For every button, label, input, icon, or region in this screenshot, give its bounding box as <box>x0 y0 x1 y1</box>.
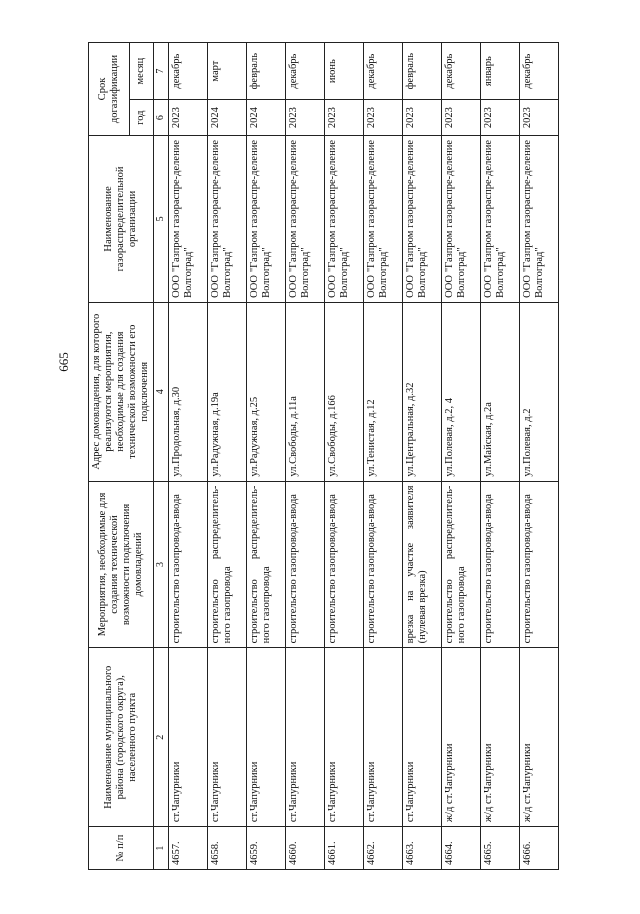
header-month: месяц <box>129 43 153 100</box>
year-cell: 2023 <box>403 100 442 136</box>
month-cell: январь <box>481 43 520 100</box>
gasification-table <box>88 42 559 870</box>
address-cell: ул.Радужная, д.25 <box>247 302 286 481</box>
measure-cell: строительство газопровода-ввода <box>364 481 403 648</box>
organization-cell: ООО "Газпром газораспре-деление Волгоград" <box>442 136 481 303</box>
month-cell: март <box>208 43 247 100</box>
year-cell: 2023 <box>286 100 325 136</box>
organization-cell: ООО "Газпром газораспре-деление Волгоград" <box>247 136 286 303</box>
year-cell: 2023 <box>364 100 403 136</box>
settlement-cell: ж/д ст.Чапурники <box>481 648 520 827</box>
measure-cell: строительство газопровода-ввода <box>286 481 325 648</box>
table-row <box>403 43 442 870</box>
measure-cell: строительство распределитель-ного газопровода <box>442 481 481 648</box>
organization-cell: ООО "Газпром газораспре-деление Волгоград" <box>481 136 520 303</box>
settlement-cell: ст.Чапурники <box>364 648 403 827</box>
header-address: Адрес домовладения, для которого реализуются мероприятия, необходимые для создания технической возможности его подключения <box>89 302 154 481</box>
year-cell: 2024 <box>247 100 286 136</box>
row-number: 4665. <box>481 827 520 870</box>
settlement-cell: ж/д ст.Чапурники <box>442 648 481 827</box>
col-number: 4 <box>154 302 169 481</box>
row-number: 4657. <box>169 827 208 870</box>
month-cell: декабрь <box>442 43 481 100</box>
organization-cell: ООО "Газпром газораспре-деление Волгоград" <box>403 136 442 303</box>
row-number: 4661. <box>325 827 364 870</box>
table-row <box>169 43 208 870</box>
measure-cell: строительство газопровода-ввода <box>520 481 559 648</box>
header-num: № п/п <box>89 827 154 870</box>
month-cell: декабрь <box>364 43 403 100</box>
measure-cell: строительство распределитель-ного газопровода <box>208 481 247 648</box>
month-cell: февраль <box>247 43 286 100</box>
table-row <box>208 43 247 870</box>
month-cell: декабрь <box>169 43 208 100</box>
table-row <box>325 43 364 870</box>
col-number: 6 <box>154 100 169 136</box>
col-number: 7 <box>154 43 169 100</box>
address-cell: ул.Свободы, д.11а <box>286 302 325 481</box>
organization-cell: ООО "Газпром газораспре-деление Волгоград" <box>208 136 247 303</box>
month-cell: декабрь <box>520 43 559 100</box>
settlement-cell: ст.Чапурники <box>247 648 286 827</box>
col-number: 2 <box>154 648 169 827</box>
settlement-cell: ж/д ст.Чапурники <box>520 648 559 827</box>
month-cell: декабрь <box>286 43 325 100</box>
table-row <box>286 43 325 870</box>
table-row <box>520 43 559 870</box>
organization-cell: ООО "Газпром газораспре-деление Волгоград" <box>520 136 559 303</box>
row-number: 4659. <box>247 827 286 870</box>
address-cell: ул.Продольная, д.30 <box>169 302 208 481</box>
row-number: 4658. <box>208 827 247 870</box>
measure-cell: строительство распределитель-ного газопровода <box>247 481 286 648</box>
address-cell: ул.Полевая, д.2, 4 <box>442 302 481 481</box>
organization-cell: ООО "Газпром газораспре-деление Волгоград" <box>286 136 325 303</box>
header-measures: Мероприятия, необходимые для создания технической возможности подключения домовладений <box>89 481 154 648</box>
table-body <box>169 43 559 870</box>
table-row <box>481 43 520 870</box>
organization-cell: ООО "Газпром газораспре-деление Волгоград" <box>364 136 403 303</box>
row-number: 4660. <box>286 827 325 870</box>
month-cell: июнь <box>325 43 364 100</box>
settlement-cell: ст.Чапурники <box>286 648 325 827</box>
settlement-cell: ст.Чапурники <box>325 648 364 827</box>
rotated-table-container <box>88 42 588 870</box>
organization-cell: ООО "Газпром газораспре-деление Волгоград" <box>169 136 208 303</box>
year-cell: 2023 <box>481 100 520 136</box>
col-number: 3 <box>154 481 169 648</box>
address-cell: ул.Тенистая, д.12 <box>364 302 403 481</box>
measure-cell: строительство газопровода-ввода <box>481 481 520 648</box>
address-cell: ул.Свободы, д.166 <box>325 302 364 481</box>
month-cell: февраль <box>403 43 442 100</box>
year-cell: 2023 <box>442 100 481 136</box>
organization-cell: ООО "Газпром газораспре-деление Волгоград" <box>325 136 364 303</box>
settlement-cell: ст.Чапурники <box>208 648 247 827</box>
page-number: 665 <box>56 352 71 372</box>
settlement-cell: ст.Чапурники <box>403 648 442 827</box>
table-row <box>364 43 403 870</box>
address-cell: ул.Центральная, д.32 <box>403 302 442 481</box>
header-organization: Наименование газораспределительной организации <box>89 136 154 303</box>
row-number: 4663. <box>403 827 442 870</box>
settlement-cell: ст.Чапурники <box>169 648 208 827</box>
address-cell: ул.Радужная, д.19а <box>208 302 247 481</box>
row-number: 4662. <box>364 827 403 870</box>
year-cell: 2023 <box>325 100 364 136</box>
col-number: 1 <box>154 827 169 870</box>
row-number: 4664. <box>442 827 481 870</box>
year-cell: 2023 <box>520 100 559 136</box>
measure-cell: строительство газопровода-ввода <box>325 481 364 648</box>
address-cell: ул.Полевая, д.2 <box>520 302 559 481</box>
measure-cell: строительство газопровода-ввода <box>169 481 208 648</box>
table-row <box>442 43 481 870</box>
col-number: 5 <box>154 136 169 303</box>
year-cell: 2024 <box>208 100 247 136</box>
address-cell: ул.Майская, д.2а <box>481 302 520 481</box>
header-settlement: Наименование муниципального района (городского округа), населенного пункта <box>89 648 154 827</box>
header-deadline: Срок догазификации <box>89 43 130 136</box>
year-cell: 2023 <box>169 100 208 136</box>
row-number: 4666. <box>520 827 559 870</box>
measure-cell: врезка на участке заявителя (нулевая врезка) <box>403 481 442 648</box>
table-row <box>247 43 286 870</box>
header-year: год <box>129 100 153 136</box>
